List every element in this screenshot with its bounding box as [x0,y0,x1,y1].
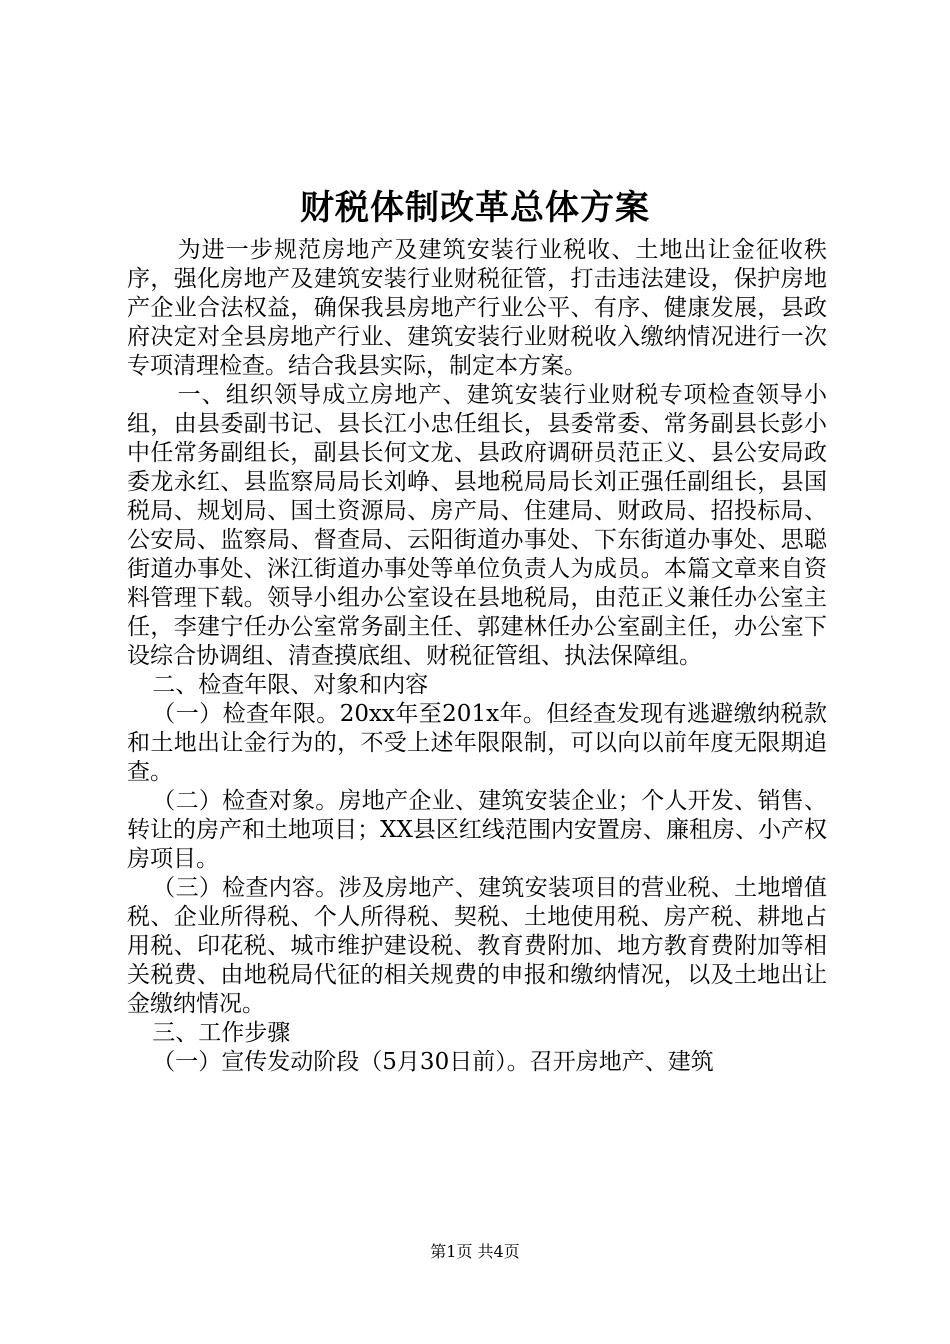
heading-section-3: 三、工作步骤 [152,1020,291,1046]
paragraph-section-2-1: （一）检查年限。20xx年至201x年。但经查发现有逃避缴纳税款和土地出让金行为的，不受上述年限限制，可以向以前年度无限期追查。 [127,701,827,785]
document-body [127,236,827,1077]
paragraph-section-3-1: （一）宣传发动阶段（5月30日前）。召开房地产、建筑 [152,1049,714,1075]
page-number: 第1页 共4页 [430,1242,520,1261]
paragraph-section-2-3: （三）检查内容。涉及房地产、建筑安装项目的营业税、土地增值税、企业所得税、个人所得税、契税、土地使用税、房产税、耕地占用税、印花税、城市维护建设税、教育费附加、地方教育费附加等相关税费、由地税局代征的相关规费的申报和缴纳情况，以及土地出让金缴纳情况。 [127,875,827,1017]
paragraph-intro: 为进一步规范房地产及建筑安装行业税收、土地出让金征收秩序，强化房地产及建筑安装行业财税征管，打击违法建设，保护房地产企业合法权益，确保我县房地产行业公平、有序、健康发展，县政府决定对全县房地产行业、建筑安装行业财税收入缴纳情况进行一次专项清理检查。结合我县实际，制定本方案。 [127,237,827,379]
heading-section-2: 二、检查年限、对象和内容 [152,672,429,698]
document-title: 财税体制改革总体方案 [300,188,650,228]
paragraph-section-2-2: （二）检查对象。房地产企业、建筑安装企业；个人开发、销售、转让的房产和土地项目；XX县区红线范围内安置房、廉租房、小产权房项目。 [127,788,827,872]
paragraph-section-1: 一、组织领导成立房地产、建筑安装行业财税专项检查领导小组，由县委副书记、县长江小忠任组长，县委常委、常务副县长彭小中任常务副组长，副县长何文龙、县政府调研员范正义、县公安局政委龙永红、县监察局局长刘峥、县地税局局长刘正强任副组长，县国税局、规划局、国土资源局、房产局、住建局、财政局、招投标局、公安局、监察局、督查局、云阳街道办事处、下东街道办事处、思聪街道办事处、洣江街道办事处等单位负责人为成员。本篇文章来自资料管理下载。领导小组办公室设在县地税局，由范正义兼任办公室主任，李建宁任办公室常务副主任、郭建林任办公室副主任，办公室下设综合协调组、清查摸底组、财税征管组、执法保障组。 [127,382,827,669]
